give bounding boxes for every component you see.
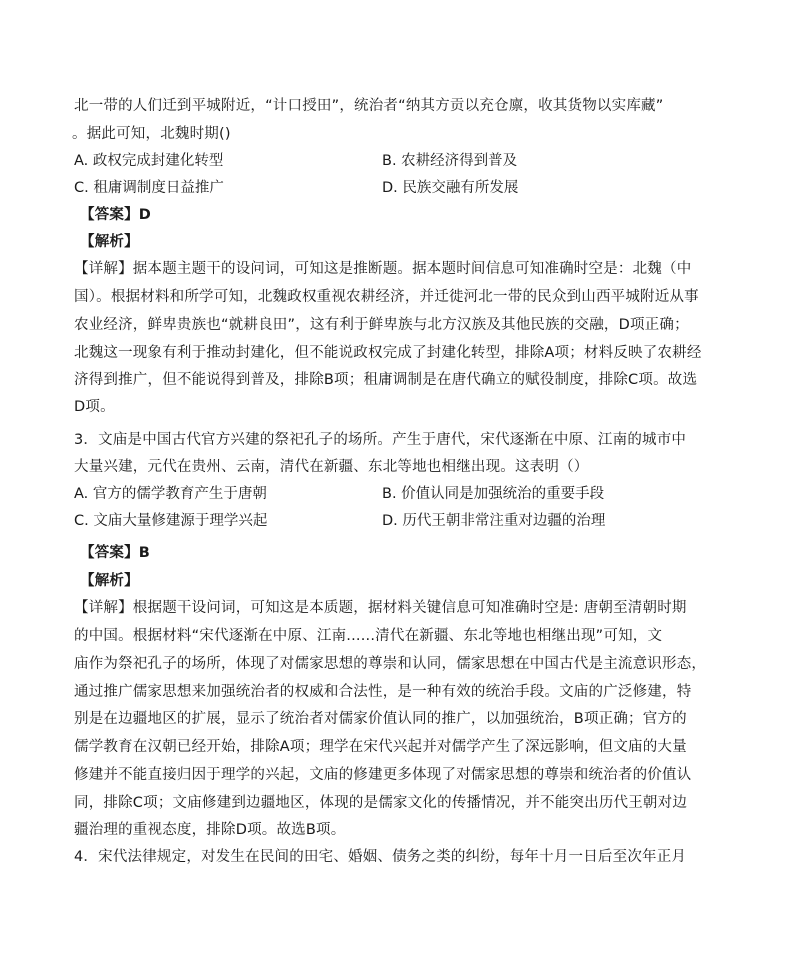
q2-option-d: D. 民族交融有所发展 [382, 180, 519, 196]
q3-detail-line-9: 疆治理的重视态度，排除D项。故选B项。 [74, 822, 346, 838]
q2-detail-line-4: 北魏这一现象有利于推动封建化，但不能说政权完成了封建化转型，排除A项；材料反映了农耕经 [74, 345, 702, 361]
q3-detail-line-5: 别是在边疆地区的扩展，显示了统治者对儒家价值认同的推广，以加强统治，B项正确；官方的 [74, 711, 687, 727]
q3-detail-line-1: 【详解】根据题干设问词，可知这是本质题，据材料关键信息可知准确时空是: 唐朝至清朝时期 [74, 600, 687, 616]
q3-options-row-1 [74, 484, 734, 504]
q2-detail-line-1: 【详解】据本题主题干的设问词，可知这是推断题。据本题时间信息可知准确时空是：北魏（中 [74, 261, 692, 277]
q2-stem-line-1: 北一带的人们迁到平城附近，“计口授田”，统治者“纳其方贡以充仓廪，收其货物以实库藏” [74, 98, 664, 114]
q3-options-row-2 [74, 511, 734, 531]
q3-detail-line-2: 的中国。根据材料“宋代逐渐在中原、江南......清代在新疆、东北等地也相继出现”可知，文 [74, 628, 663, 644]
q2-stem-line-2: 。据此可知，北魏时期() [72, 126, 231, 142]
q2-detail-line-3: 农业经济，鲜卑贵族也“就耕良田”，这有利于鲜卑族与北方汉族及其他民族的交融，D项正确； [74, 317, 689, 333]
q2-options-row-1 [74, 151, 734, 171]
q3-detail-line-3: 庙作为祭祀孔子的场所，体现了对儒家思想的尊崇和认同，儒家思想在中国古代是主流意识形态， [74, 656, 707, 672]
q4-stem-line-1: 4．宋代法律规定，对发生在民间的田宅、婚姻、债务之类的纠纷，每年十月一日后至次年正月 [74, 849, 687, 865]
q3-stem-line-1: 3．文庙是中国古代官方兴建的祭祀孔子的场所。产生于唐代，宋代逐渐在中原、江南的城市中 [74, 432, 687, 448]
q3-detail-line-7: 修建并不能直接归因于理学的兴起，文庙的修建更多体现了对儒家思想的尊崇和统治者的价值认 [74, 767, 692, 783]
q3-detail-line-8: 同，排除C项；文庙修建到边疆地区，体现的是儒家文化的传播情况，并不能突出历代王朝对边 [74, 795, 688, 811]
q3-option-b: B. 价值认同是加强统治的重要手段 [382, 486, 605, 502]
q3-detail-line-4: 通过推广儒家思想来加强统治者的权威和合法性，是一种有效的统治手段。文庙的广泛修建，特 [74, 684, 692, 700]
q3-option-d: D. 历代王朝非常注重对边疆的治理 [382, 513, 606, 529]
q3-answer: 【答案】B [80, 545, 151, 561]
q3-option-a: A. 官方的儒学教育产生于唐朝 [74, 486, 267, 502]
q3-option-c: C. 文庙大量修建源于理学兴起 [74, 513, 268, 529]
q2-detail-line-2: 国）。根据材料和所学可知，北魏政权重视农耕经济，并迁徙河北一带的民众到山西平城附近从事 [74, 289, 699, 305]
q2-analysis-label: 【解析】 [80, 234, 139, 250]
q2-detail-line-6: D项。 [74, 399, 115, 415]
q3-analysis-label: 【解析】 [80, 573, 139, 589]
q2-option-a: A. 政权完成封建化转型 [74, 153, 224, 169]
q3-detail-line-6: 儒学教育在汉朝已经开始，排除A项；理学在宋代兴起并对儒学产生了深远影响，但文庙的大量 [74, 739, 687, 755]
q2-option-c: C. 租庸调制度日益推广 [74, 180, 224, 196]
q2-detail-line-5: 济得到推广，但不能说得到普及，排除B项；租庸调制是在唐代确立的赋役制度，排除C项。故选 [74, 372, 698, 388]
q3-stem-line-2: 大量兴建，元代在贵州、云南，清代在新疆、东北等地也相继出现。这表明（） [74, 459, 589, 475]
q2-options-row-2 [74, 178, 734, 198]
q2-option-b: B. 农耕经济得到普及 [382, 153, 518, 169]
q2-answer: 【答案】D [80, 207, 152, 223]
